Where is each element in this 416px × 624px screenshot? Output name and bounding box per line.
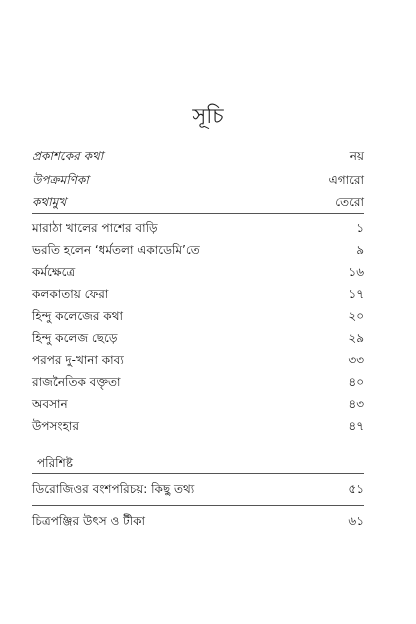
toc-entry-page: ৪৭: [348, 419, 364, 433]
toc-entry-front-matter: [32, 146, 364, 166]
divider: [32, 473, 364, 474]
toc-entry-chapter: [32, 372, 364, 392]
toc-entry-page: ৪৩: [348, 397, 364, 411]
toc-entry-title: কলকাতায় ফেরা: [32, 287, 109, 301]
toc-entry-appendix: [32, 479, 364, 499]
toc-entry-chapter: [32, 240, 364, 260]
toc-entry-front-matter: [32, 192, 364, 212]
toc-entry-chapter: [32, 262, 364, 282]
toc-entry-page: ৩৩: [348, 353, 364, 367]
toc-entry-page: ১৭: [348, 287, 364, 301]
toc-entry-chapter: [32, 328, 364, 348]
toc-entry-page: ২০: [348, 309, 364, 323]
toc-entry-chapter: [32, 306, 364, 326]
toc-entry-chapter: [32, 284, 364, 304]
appendix-heading: পরিশিষ্ট: [37, 456, 73, 470]
toc-entry-page: এগারো: [328, 173, 364, 187]
toc-entry-title: পরপর দু-খানা কাব্য: [32, 353, 124, 367]
toc-entry-page: ৪০: [348, 375, 364, 389]
toc-entry-chapter: [32, 416, 364, 436]
toc-entry-chapter: [32, 350, 364, 370]
toc-entry-title: উপসংহার: [32, 419, 79, 433]
toc-entry-title: হিন্দু কলেজ ছেড়ে: [32, 331, 118, 345]
divider: [32, 505, 364, 506]
toc-entry-title: অবসান: [32, 397, 68, 411]
toc-entry-front-matter: [32, 170, 364, 190]
toc-entry-title: উপক্রমণিকা: [32, 173, 89, 187]
toc-entry-title: মারাঠা খালের পাশের বাড়ি: [32, 221, 158, 235]
toc-entry-page: ১৬: [348, 265, 364, 279]
toc-entry-chapter: [32, 394, 364, 414]
toc-entry-title: কর্মক্ষেত্রে: [32, 265, 76, 279]
toc-entry-title: চিত্রপঞ্জির উৎস ও টীকা: [32, 514, 145, 528]
toc-entry-title: ভরতি হলেন ‘ধর্মতলা একাডেমি’তে: [32, 243, 200, 257]
toc-entry-title: রাজনৈতিক বক্তৃতা: [32, 375, 121, 389]
toc-entry-page: ৬১: [348, 514, 364, 528]
toc-entry-title: প্রকাশকের কথা: [32, 149, 104, 163]
toc-entry-page: ৯: [356, 243, 364, 257]
toc-entry-page: ২৯: [348, 331, 364, 345]
toc-entry-page: নয়: [349, 149, 364, 163]
toc-entry-title: কথামুখ: [32, 195, 67, 209]
toc-entry-appendix: [32, 511, 364, 531]
page-title: সূচি: [192, 104, 224, 128]
toc-entry-title: হিন্দু কলেজের কথা: [32, 309, 123, 323]
toc-entry-page: তেরো: [335, 195, 364, 209]
divider: [32, 213, 364, 214]
toc-entry-title: ডিরোজিওর বংশপরিচয়: কিছু তথ্য: [32, 482, 195, 496]
toc-entry-page: ৫১: [348, 482, 364, 496]
toc-entry-page: ১: [356, 221, 364, 235]
toc-entry-chapter: [32, 218, 364, 238]
